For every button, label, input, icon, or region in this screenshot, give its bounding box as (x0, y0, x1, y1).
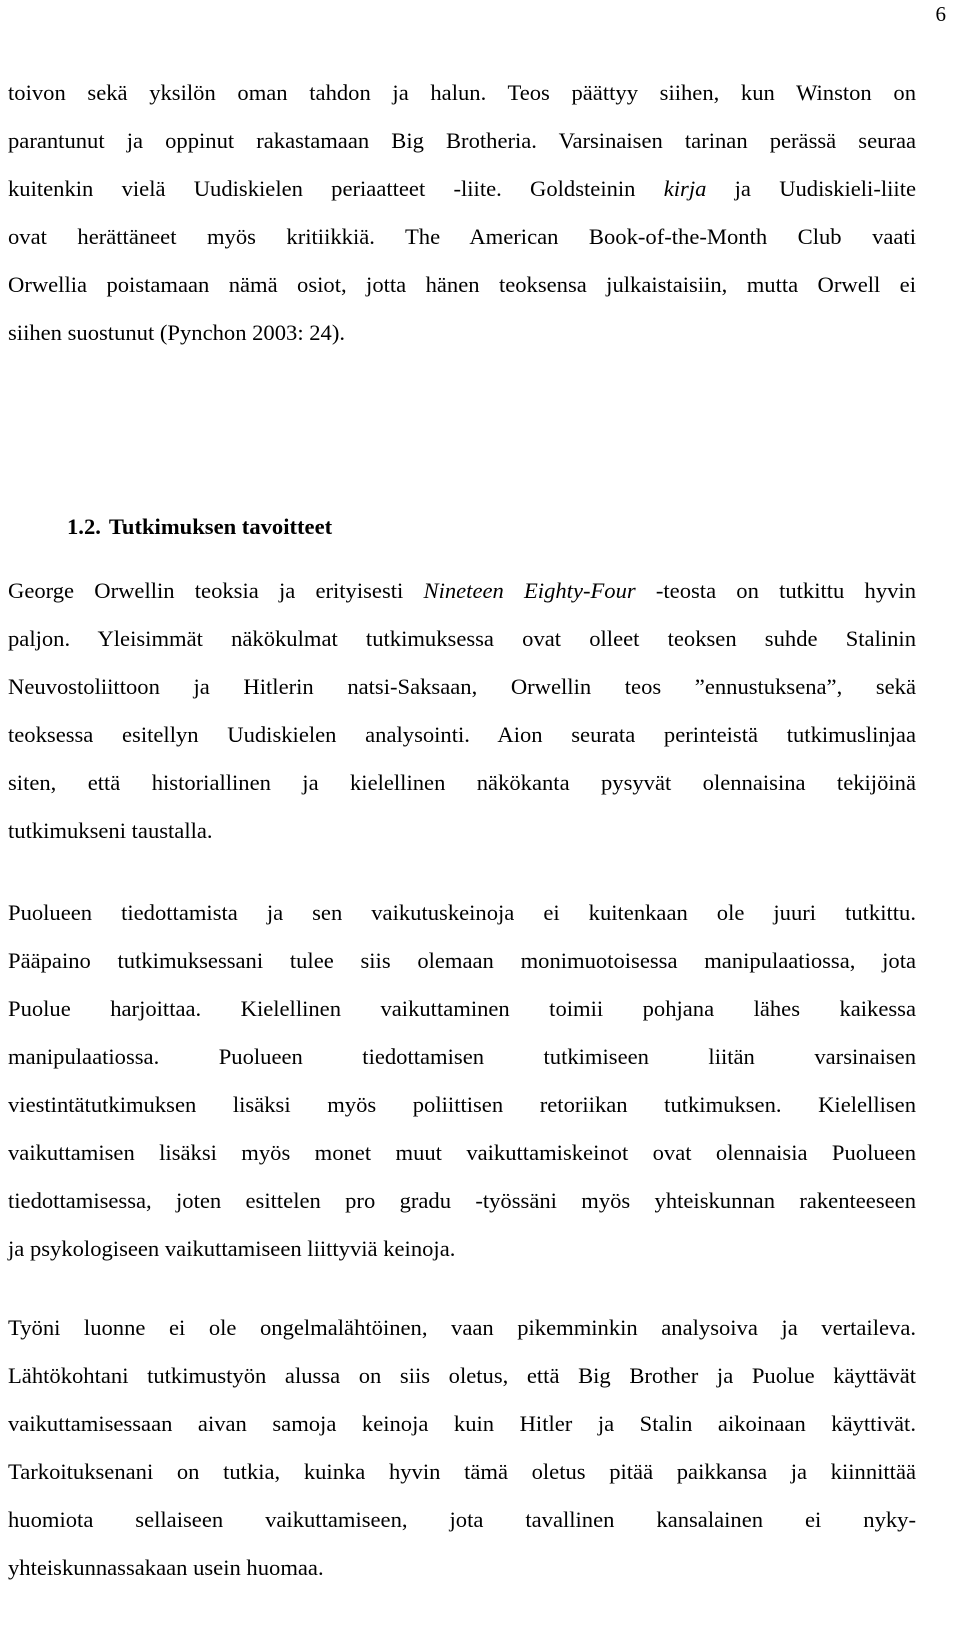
page-number: 6 (935, 2, 946, 26)
text-line (8, 672, 916, 702)
text-line (8, 994, 916, 1024)
text-segment: ja psykologiseen vaikuttamiseen liittyviä keinoja. (8, 1236, 456, 1261)
text-segment: George Orwellin teoksia ja erityisesti (8, 578, 424, 603)
text-line (8, 946, 916, 976)
section-title: Tutkimuksen tavoitteet (108, 514, 333, 539)
text-segment: viestintätutkimuksen lisäksi myös poliittisen retoriikan tutkimuksen. Kielellisen (8, 1092, 916, 1117)
italic-title: Nineteen Eighty-Four (423, 578, 636, 603)
text-line (8, 576, 916, 606)
text-segment: ovat herättäneet myös kritiikkiä. The American Book-of-the-Month Club vaati (8, 224, 916, 249)
text-segment: Neuvostoliittoon ja Hitlerin natsi-Saksaan, Orwellin teos ”ennustuksena”, sekä (8, 674, 916, 699)
text-segment: huomiota sellaiseen vaikuttamiseen, jota tavallinen kansalainen ei nyky- (8, 1507, 916, 1532)
text-line (8, 222, 916, 252)
text-segment: Puolueen tiedottamista ja sen vaikutuskeinoja ei kuitenkaan ole juuri tutkittu. (8, 900, 916, 925)
text-line (8, 78, 916, 108)
text-line (8, 174, 916, 204)
text-segment: vaikuttamisessaan aivan samoja keinoja kuin Hitler ja Stalin aikoinaan käyttivät. (8, 1411, 916, 1436)
text-line (8, 720, 916, 750)
text-line (8, 1553, 916, 1583)
text-segment: Lähtökohtani tutkimustyön alussa on siis oletus, että Big Brother ja Puolue käyttävät (8, 1363, 916, 1388)
text-line (8, 1234, 916, 1264)
text-segment: Puolue harjoittaa. Kielellinen vaikuttaminen toimii pohjana lähes kaikessa (8, 996, 916, 1021)
text-segment: teoksessa esitellyn Uudiskielen analysointi. Aion seurata perinteistä tutkimuslinjaa (8, 722, 916, 747)
text-segment: manipulaatiossa. Puolueen tiedottamisen tutkimiseen liitän varsinaisen (8, 1044, 916, 1069)
text-line (8, 1361, 916, 1391)
text-line (8, 1457, 916, 1487)
text-segment: yhteiskunnassakaan usein huomaa. (8, 1555, 324, 1580)
text-segment: tutkimukseni taustalla. (8, 818, 213, 843)
section-heading (67, 512, 332, 542)
text-line (8, 898, 916, 928)
text-segment: ja Uudiskieli-liite (706, 176, 916, 201)
text-line (8, 318, 916, 348)
text-segment: Orwellia poistamaan nämä osiot, jotta hänen teoksensa julkaistaisiin, mutta Orwell ei (8, 272, 916, 297)
text-segment: tiedottamisessa, joten esittelen pro gradu -työssäni myös yhteiskunnan rakenteeseen (8, 1188, 916, 1213)
text-segment: paljon. Yleisimmät näkökulmat tutkimuksessa ovat olleet teoksen suhde Stalinin (8, 626, 916, 651)
text-line (8, 1313, 916, 1343)
text-line (8, 1409, 916, 1439)
text-line (8, 270, 916, 300)
text-segment: siten, että historiallinen ja kielellinen näkökanta pysyvät olennaisina tekijöinä (8, 770, 916, 795)
text-segment: Pääpaino tutkimuksessani tulee siis olemaan monimuotoisessa manipulaatiossa, jota (8, 948, 916, 973)
text-line (8, 1138, 916, 1168)
text-segment: -teosta on tutkittu hyvin (635, 578, 917, 603)
text-segment: Työni luonne ei ole ongelmalähtöinen, vaan pikemminkin analysoiva ja vertaileva. (8, 1315, 916, 1340)
text-segment: Tarkoituksenani on tutkia, kuinka hyvin tämä oletus pitää paikkansa ja kiinnittää (8, 1459, 916, 1484)
section-number: 1.2. (67, 514, 101, 539)
text-segment: siihen suostunut (Pynchon 2003: 24). (8, 320, 346, 345)
text-line (8, 816, 916, 846)
text-line (8, 126, 916, 156)
text-segment: parantunut ja oppinut rakastamaan Big Brotheria. Varsinaisen tarinan perässä seuraa (8, 128, 916, 153)
text-segment: kuitenkin vielä Uudiskielen periaatteet -liite. Goldsteinin (8, 176, 664, 201)
text-line (8, 768, 916, 798)
text-segment: vaikuttamisen lisäksi myös monet muut vaikuttamiskeinot ovat olennaisia Puolueen (8, 1140, 916, 1165)
text-line (8, 624, 916, 654)
text-line (8, 1186, 916, 1216)
text-segment: toivon sekä yksilön oman tahdon ja halun. Teos päättyy siihen, kun Winston on (8, 80, 916, 105)
text-line (8, 1090, 916, 1120)
text-line (8, 1505, 916, 1535)
italic-title: kirja (663, 176, 707, 201)
text-line (8, 1042, 916, 1072)
